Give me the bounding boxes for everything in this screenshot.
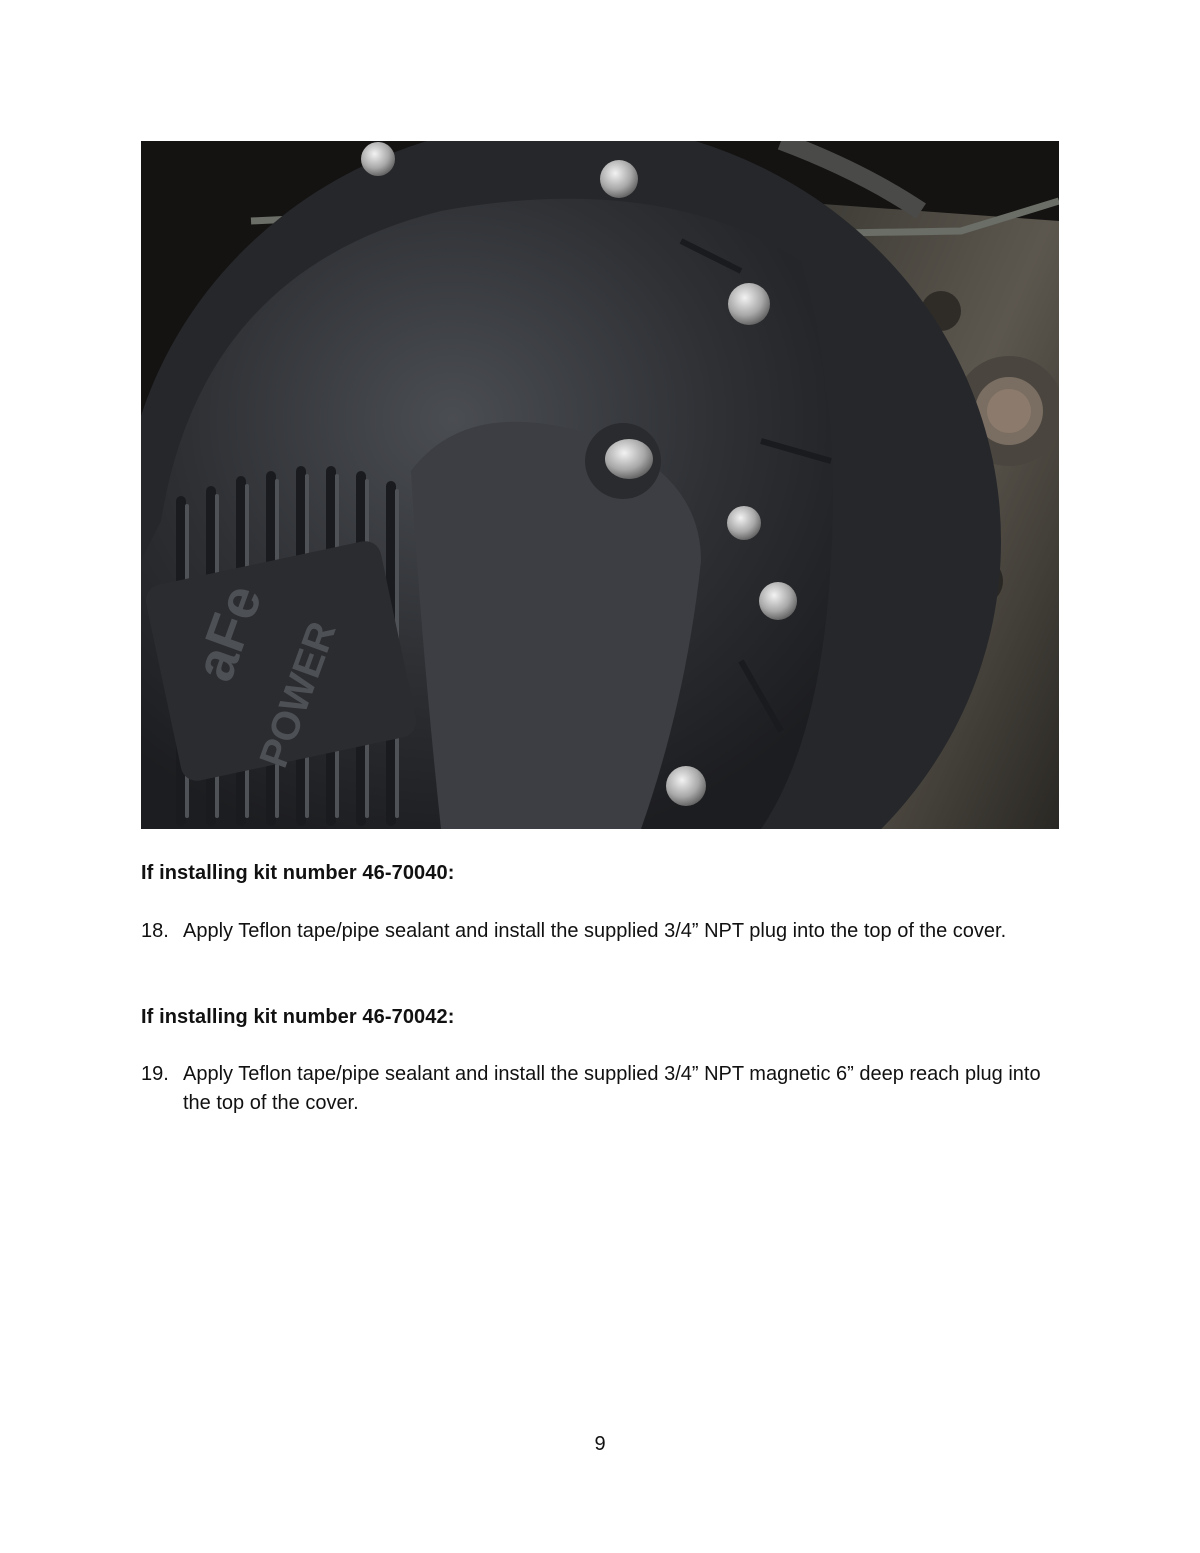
step-number: 19. bbox=[141, 1063, 169, 1085]
differential-cover-photo bbox=[141, 141, 1059, 829]
instruction-step-19 bbox=[141, 1060, 1051, 1118]
step-text: Apply Teflon tape/pipe sealant and install the supplied 3/4” NPT magnetic 6” deep reach plug into the top of the cover. bbox=[183, 1063, 1041, 1114]
step-text: Apply Teflon tape/pipe sealant and install the supplied 3/4” NPT plug into the top of the cover. bbox=[183, 920, 1007, 942]
step-number: 18. bbox=[141, 920, 169, 942]
instruction-step-18 bbox=[141, 917, 1051, 946]
logo-text-top: aFe bbox=[181, 576, 274, 689]
logo-text-bottom: POWER bbox=[251, 616, 345, 774]
section-heading-46-70042: If installing kit number 46-70042: bbox=[141, 1006, 455, 1028]
page-number: 9 bbox=[594, 1433, 606, 1455]
section-heading-46-70040: If installing kit number 46-70040: bbox=[141, 862, 455, 884]
